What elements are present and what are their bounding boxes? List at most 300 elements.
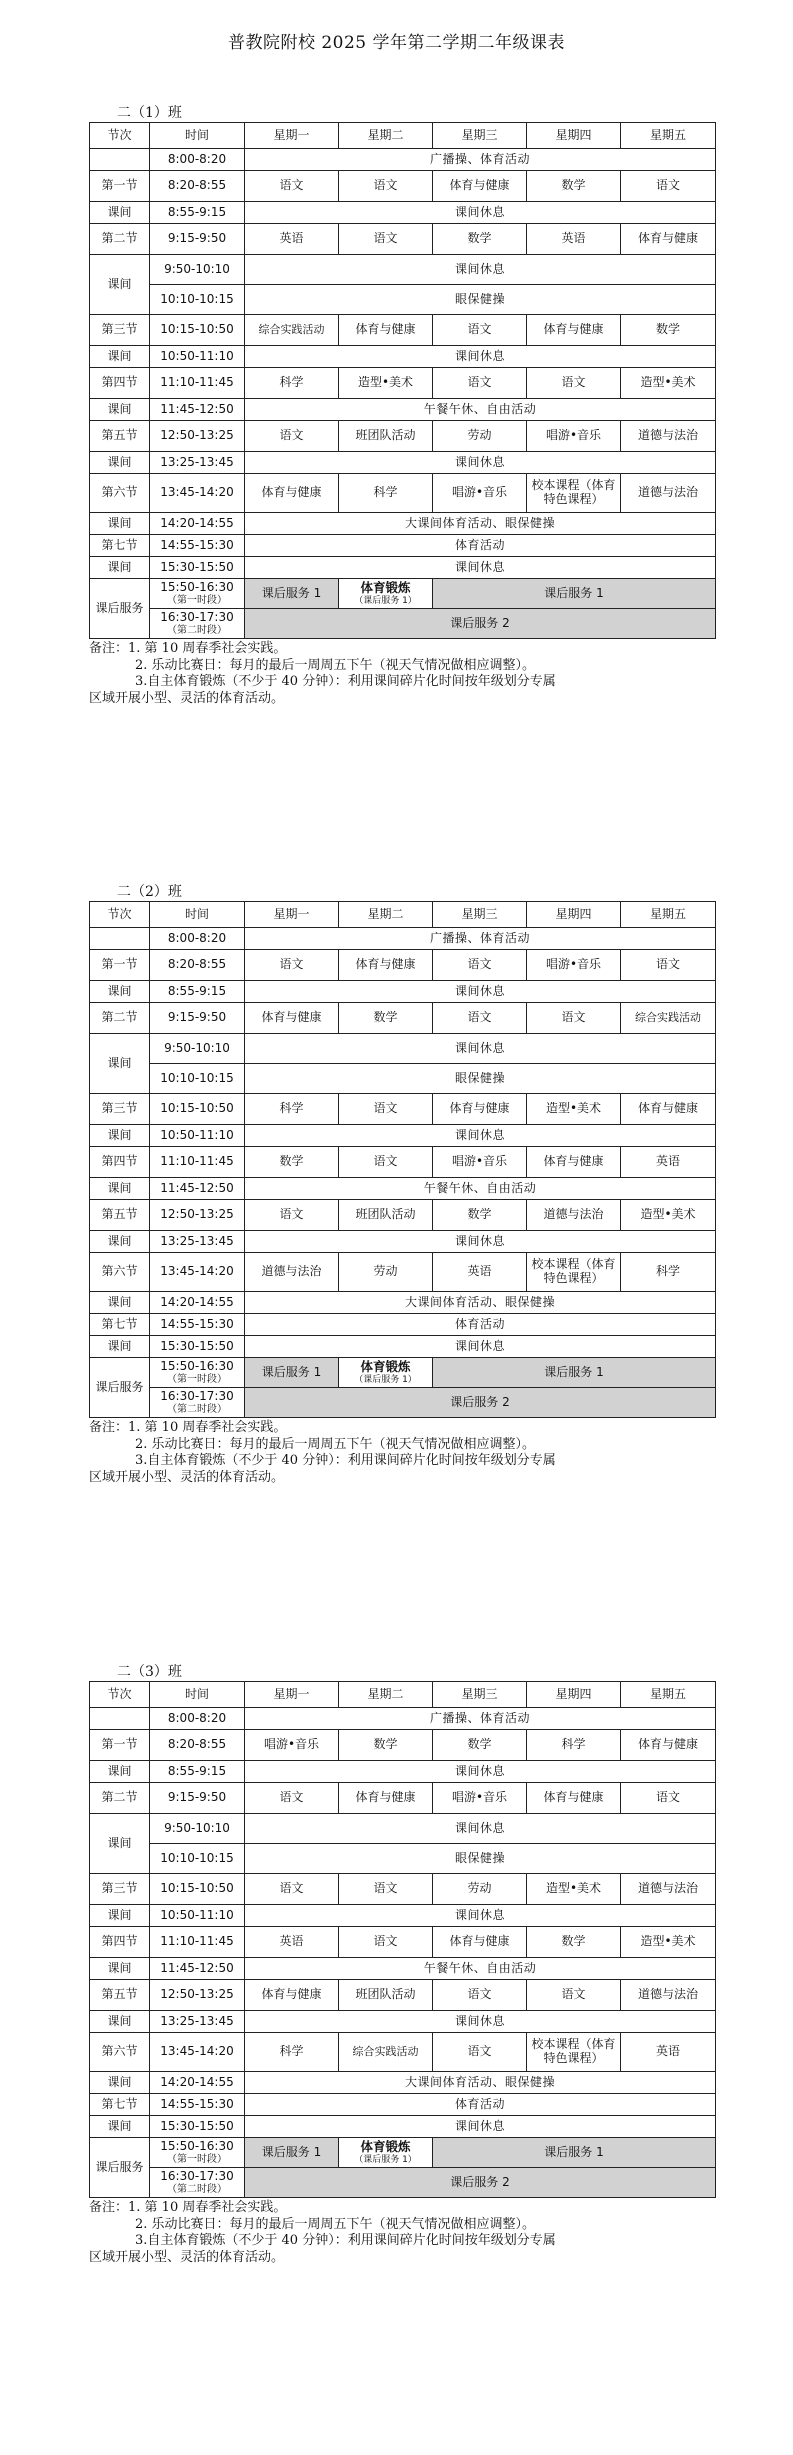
schedule-table xyxy=(89,1681,716,2198)
time-cell: 14:20-14:55 xyxy=(150,513,245,535)
activity-cell: 课间休息 xyxy=(245,452,716,474)
period-label xyxy=(90,1708,150,1730)
time-cell: 12:50-13:25 xyxy=(150,421,245,452)
period-label: 课后服务 xyxy=(90,2138,150,2198)
pe-subtitle: （课后服务 1） xyxy=(354,595,417,606)
time-cell: 15:30-15:50 xyxy=(150,2116,245,2138)
column-header: 节次 xyxy=(90,123,150,149)
activity-cell: 课间休息 xyxy=(245,346,716,368)
note-line: 3.自主体育锻炼（不少于 40 分钟）：利用课间碎片化时间按年级划分专属 xyxy=(135,674,556,689)
subject-cell: 道德与法治 xyxy=(621,1980,716,2011)
period-label: 课间 xyxy=(90,1125,150,1147)
column-header: 星期二 xyxy=(339,1682,433,1708)
service-cell: 课后服务 1 xyxy=(245,579,339,609)
page-title: 普教院附校 2025 学年第二学期二年级课表 xyxy=(227,33,566,53)
time-cell: 11:10-11:45 xyxy=(150,1147,245,1178)
period-label: 课间 xyxy=(90,1178,150,1200)
time-cell: 8:20-8:55 xyxy=(150,171,245,202)
period-label: 第一节 xyxy=(90,950,150,981)
service-cell: 课后服务 1 xyxy=(433,1358,716,1388)
time-cell xyxy=(150,2168,245,2198)
time-cell: 14:55-15:30 xyxy=(150,535,245,557)
time-cell: 13:45-14:20 xyxy=(150,474,245,513)
time-main: 15:50-16:30 xyxy=(160,2138,234,2153)
time-sub: （第一时段） xyxy=(167,1373,227,1385)
schedule-row xyxy=(90,202,716,224)
column-header: 时间 xyxy=(150,123,245,149)
subject-cell: 数学 xyxy=(339,1003,433,1034)
schedule-table xyxy=(89,122,716,639)
period-label: 课间 xyxy=(90,1034,150,1094)
period-label: 课间 xyxy=(90,557,150,579)
subject-cell: 英语 xyxy=(433,1253,527,1292)
period-label xyxy=(90,149,150,171)
note-line: 备注：1. 第 10 周春季社会实践。 xyxy=(89,641,287,656)
subject-cell: 数学 xyxy=(433,224,527,255)
time-cell xyxy=(150,1358,245,1388)
note-line: 3.自主体育锻炼（不少于 40 分钟）：利用课间碎片化时间按年级划分专属 xyxy=(135,2233,556,2248)
subject-cell: 道德与法治 xyxy=(621,421,716,452)
time-cell: 9:50-10:10 xyxy=(150,1814,245,1844)
subject-cell: 语文 xyxy=(245,1874,339,1905)
time-cell: 13:25-13:45 xyxy=(150,452,245,474)
subject-cell: 唱游•音乐 xyxy=(527,421,621,452)
schedule-row xyxy=(90,1708,716,1730)
activity-cell: 课间休息 xyxy=(245,202,716,224)
subject-cell: 语文 xyxy=(433,368,527,399)
time-sub: （第二时段） xyxy=(167,1403,227,1415)
schedule-row xyxy=(90,1178,716,1200)
period-label: 第二节 xyxy=(90,1003,150,1034)
schedule-row xyxy=(90,2116,716,2138)
subject-cell: 语文 xyxy=(339,1094,433,1125)
schedule-row xyxy=(90,1980,716,2011)
time-cell: 8:00-8:20 xyxy=(150,1708,245,1730)
activity-cell: 午餐午休、自由活动 xyxy=(245,1178,716,1200)
period-label: 课间 xyxy=(90,1761,150,1783)
schedule-row xyxy=(90,1336,716,1358)
subject-cell: 语文 xyxy=(527,1003,621,1034)
time-main: 16:30-17:30 xyxy=(160,2168,234,2183)
activity-cell: 课间休息 xyxy=(245,1336,716,1358)
activity-cell: 课间休息 xyxy=(245,1231,716,1253)
subject-cell: 道德与法治 xyxy=(527,1200,621,1231)
time-main: 16:30-17:30 xyxy=(160,609,234,624)
subject-cell: 道德与法治 xyxy=(621,474,716,513)
period-label: 第二节 xyxy=(90,1783,150,1814)
subject-cell: 体育与健康 xyxy=(527,1783,621,1814)
subject-cell: 数学 xyxy=(527,1927,621,1958)
time-cell: 8:20-8:55 xyxy=(150,950,245,981)
subject-cell: 语文 xyxy=(621,1783,716,1814)
time-cell: 11:45-12:50 xyxy=(150,1958,245,1980)
period-label: 课间 xyxy=(90,1905,150,1927)
time-cell: 8:55-9:15 xyxy=(150,981,245,1003)
class-block xyxy=(89,1663,715,2266)
subject-cell: 体育与健康 xyxy=(339,1783,433,1814)
schedule-row xyxy=(90,557,716,579)
time-cell: 9:15-9:50 xyxy=(150,224,245,255)
subject-cell: 体育与健康 xyxy=(621,1094,716,1125)
subject-cell: 语文 xyxy=(527,1980,621,2011)
period-label: 第一节 xyxy=(90,1730,150,1761)
subject-cell: 科学 xyxy=(339,474,433,513)
activity-cell: 课间休息 xyxy=(245,1814,716,1844)
period-label: 课间 xyxy=(90,2072,150,2094)
service-row xyxy=(90,609,716,639)
time-cell xyxy=(150,2138,245,2168)
activity-cell: 大课间体育活动、眼保健操 xyxy=(245,2072,716,2094)
time-cell: 8:55-9:15 xyxy=(150,202,245,224)
subject-cell: 唱游•音乐 xyxy=(433,1783,527,1814)
period-label: 第三节 xyxy=(90,315,150,346)
column-header: 星期五 xyxy=(621,902,716,928)
time-cell: 8:20-8:55 xyxy=(150,1730,245,1761)
subject-cell: 体育与健康 xyxy=(433,1927,527,1958)
schedule-row xyxy=(90,1064,716,1094)
time-cell: 8:55-9:15 xyxy=(150,1761,245,1783)
subject-cell: 语文 xyxy=(339,1147,433,1178)
subject-cell: 数学 xyxy=(245,1147,339,1178)
subject-cell: 综合实践活动 xyxy=(245,315,339,346)
time-cell: 14:20-14:55 xyxy=(150,1292,245,1314)
time-cell: 10:10-10:15 xyxy=(150,1844,245,1874)
note-line: 区域开展小型、灵活的体育活动。 xyxy=(89,690,285,706)
subject-cell: 语文 xyxy=(433,315,527,346)
activity-cell: 广播操、体育活动 xyxy=(245,149,716,171)
period-label: 第四节 xyxy=(90,1927,150,1958)
service-row xyxy=(90,2138,716,2168)
time-cell: 10:50-11:10 xyxy=(150,1905,245,1927)
period-label: 课间 xyxy=(90,981,150,1003)
time-cell: 15:30-15:50 xyxy=(150,557,245,579)
pe-cell xyxy=(339,579,433,609)
subject-cell: 语文 xyxy=(245,1200,339,1231)
class-label: 二（3）班 xyxy=(117,1664,182,1680)
note-line: 备注：1. 第 10 周春季社会实践。 xyxy=(89,2200,287,2215)
period-label: 课间 xyxy=(90,1231,150,1253)
schedule-row xyxy=(90,368,716,399)
subject-cell: 唱游•音乐 xyxy=(527,950,621,981)
time-cell xyxy=(150,1388,245,1418)
subject-cell: 语文 xyxy=(245,171,339,202)
column-header: 星期四 xyxy=(527,902,621,928)
time-cell: 9:15-9:50 xyxy=(150,1783,245,1814)
time-cell: 13:25-13:45 xyxy=(150,2011,245,2033)
subject-cell: 语文 xyxy=(339,1927,433,1958)
subject-cell: 体育与健康 xyxy=(245,1980,339,2011)
service-cell: 课后服务 1 xyxy=(433,2138,716,2168)
activity-cell: 课间休息 xyxy=(245,255,716,285)
subject-cell: 综合实践活动 xyxy=(339,2033,433,2072)
subject-cell: 语文 xyxy=(339,224,433,255)
schedule-row xyxy=(90,1783,716,1814)
subject-cell: 体育与健康 xyxy=(433,1094,527,1125)
subject-cell: 体育与健康 xyxy=(339,315,433,346)
subject-cell: 科学 xyxy=(621,1253,716,1292)
period-label: 课间 xyxy=(90,2116,150,2138)
schedule-row xyxy=(90,1927,716,1958)
time-cell: 10:50-11:10 xyxy=(150,1125,245,1147)
subject-cell: 语文 xyxy=(527,368,621,399)
subject-cell: 体育与健康 xyxy=(621,224,716,255)
subject-cell: 英语 xyxy=(621,2033,716,2072)
subject-cell: 班团队活动 xyxy=(339,421,433,452)
time-sub: （第二时段） xyxy=(167,2183,227,2195)
activity-cell: 课间休息 xyxy=(245,981,716,1003)
time-cell: 14:55-15:30 xyxy=(150,2094,245,2116)
header-row xyxy=(90,1682,716,1708)
subject-cell: 英语 xyxy=(621,1147,716,1178)
period-label: 第六节 xyxy=(90,2033,150,2072)
subject-cell: 语文 xyxy=(433,2033,527,2072)
schedule-row xyxy=(90,1761,716,1783)
notes xyxy=(89,2198,715,2266)
subject-cell: 数学 xyxy=(433,1730,527,1761)
time-cell: 10:15-10:50 xyxy=(150,315,245,346)
activity-cell: 眼保健操 xyxy=(245,1844,716,1874)
time-cell: 10:50-11:10 xyxy=(150,346,245,368)
period-label: 第七节 xyxy=(90,1314,150,1336)
schedule-row xyxy=(90,346,716,368)
subject-cell: 数学 xyxy=(527,171,621,202)
period-label: 第七节 xyxy=(90,2094,150,2116)
period-label: 课间 xyxy=(90,2011,150,2033)
activity-cell: 体育活动 xyxy=(245,2094,716,2116)
subject-cell: 造型•美术 xyxy=(621,1200,716,1231)
activity-cell: 眼保健操 xyxy=(245,1064,716,1094)
period-label: 课间 xyxy=(90,1292,150,1314)
activity-cell: 课间休息 xyxy=(245,1761,716,1783)
time-cell: 13:45-14:20 xyxy=(150,1253,245,1292)
period-label: 课间 xyxy=(90,399,150,421)
pe-subtitle: （课后服务 1） xyxy=(354,1374,417,1385)
period-label: 第五节 xyxy=(90,1200,150,1231)
period-label: 第四节 xyxy=(90,368,150,399)
subject-cell: 体育与健康 xyxy=(245,474,339,513)
schedule-row xyxy=(90,928,716,950)
schedule-row xyxy=(90,421,716,452)
time-cell: 9:15-9:50 xyxy=(150,1003,245,1034)
activity-cell: 大课间体育活动、眼保健操 xyxy=(245,1292,716,1314)
period-label: 课间 xyxy=(90,1958,150,1980)
schedule-row xyxy=(90,224,716,255)
period-label: 第三节 xyxy=(90,1874,150,1905)
activity-cell: 广播操、体育活动 xyxy=(245,1708,716,1730)
schedule-row xyxy=(90,1147,716,1178)
schedule-row xyxy=(90,452,716,474)
service-cell: 课后服务 1 xyxy=(245,1358,339,1388)
subject-cell: 唱游•音乐 xyxy=(245,1730,339,1761)
schedule-row xyxy=(90,1730,716,1761)
activity-cell: 课间休息 xyxy=(245,2011,716,2033)
service-cell: 课后服务 2 xyxy=(245,609,716,639)
activity-cell: 眼保健操 xyxy=(245,285,716,315)
class-block xyxy=(89,883,715,1486)
pe-title: 体育锻炼 xyxy=(360,2139,411,2155)
header-row xyxy=(90,123,716,149)
subject-cell: 综合实践活动 xyxy=(621,1003,716,1034)
column-header: 星期三 xyxy=(433,123,527,149)
time-cell: 10:10-10:15 xyxy=(150,1064,245,1094)
subject-cell: 劳动 xyxy=(339,1253,433,1292)
schedule-row xyxy=(90,1292,716,1314)
schedule-row xyxy=(90,1125,716,1147)
subject-cell: 劳动 xyxy=(433,421,527,452)
subject-cell: 体育与健康 xyxy=(339,950,433,981)
time-cell: 11:10-11:45 xyxy=(150,1927,245,1958)
schedule-row xyxy=(90,474,716,513)
subject-cell: 唱游•音乐 xyxy=(433,474,527,513)
class-block xyxy=(89,104,715,707)
subject-cell: 造型•美术 xyxy=(339,368,433,399)
service-cell: 课后服务 1 xyxy=(433,579,716,609)
subject-cell: 道德与法治 xyxy=(621,1874,716,1905)
schedule-row xyxy=(90,2011,716,2033)
service-row xyxy=(90,1388,716,1418)
schedule-row xyxy=(90,1814,716,1844)
time-main: 16:30-17:30 xyxy=(160,1388,234,1403)
note-line: 区域开展小型、灵活的体育活动。 xyxy=(89,1469,285,1485)
service-row xyxy=(90,2168,716,2198)
period-label: 第三节 xyxy=(90,1094,150,1125)
period-label: 课间 xyxy=(90,513,150,535)
activity-cell: 体育活动 xyxy=(245,535,716,557)
subject-cell: 语文 xyxy=(433,950,527,981)
subject-cell: 语文 xyxy=(621,171,716,202)
subject-cell: 造型•美术 xyxy=(527,1094,621,1125)
class-label: 二（1）班 xyxy=(117,105,182,121)
schedule-row xyxy=(90,1958,716,1980)
pe-subtitle: （课后服务 1） xyxy=(354,2154,417,2165)
schedule-row xyxy=(90,171,716,202)
note-line: 区域开展小型、灵活的体育活动。 xyxy=(89,2249,285,2265)
schedule-row xyxy=(90,1253,716,1292)
period-label: 课后服务 xyxy=(90,1358,150,1418)
activity-cell: 体育活动 xyxy=(245,1314,716,1336)
note-line: 2. 乐动比赛日：每月的最后一周周五下午（视天气情况做相应调整）。 xyxy=(135,1436,536,1452)
time-cell: 14:55-15:30 xyxy=(150,1314,245,1336)
activity-cell: 课间休息 xyxy=(245,1905,716,1927)
schedule-row xyxy=(90,1231,716,1253)
schedule-row xyxy=(90,535,716,557)
schedule-row xyxy=(90,1094,716,1125)
column-header: 星期三 xyxy=(433,1682,527,1708)
subject-cell: 科学 xyxy=(245,368,339,399)
period-label: 课间 xyxy=(90,452,150,474)
subject-cell: 数学 xyxy=(621,315,716,346)
schedule-row xyxy=(90,1905,716,1927)
time-cell: 13:45-14:20 xyxy=(150,2033,245,2072)
subject-cell: 造型•美术 xyxy=(621,1927,716,1958)
subject-cell: 体育与健康 xyxy=(527,1147,621,1178)
activity-cell: 广播操、体育活动 xyxy=(245,928,716,950)
subject-cell: 劳动 xyxy=(433,1874,527,1905)
period-label: 第四节 xyxy=(90,1147,150,1178)
column-header: 星期二 xyxy=(339,123,433,149)
service-cell: 课后服务 2 xyxy=(245,2168,716,2198)
schedule-row xyxy=(90,950,716,981)
schedule-row xyxy=(90,255,716,285)
period-label: 第七节 xyxy=(90,535,150,557)
time-cell: 10:15-10:50 xyxy=(150,1874,245,1905)
note-line: 备注：1. 第 10 周春季社会实践。 xyxy=(89,1420,287,1435)
period-label: 课间 xyxy=(90,1336,150,1358)
schedule-row xyxy=(90,149,716,171)
subject-cell: 体育与健康 xyxy=(433,171,527,202)
subject-cell: 英语 xyxy=(245,1927,339,1958)
period-label: 第二节 xyxy=(90,224,150,255)
subject-cell: 语文 xyxy=(433,1003,527,1034)
service-row xyxy=(90,1358,716,1388)
time-cell: 9:50-10:10 xyxy=(150,1034,245,1064)
period-label: 课间 xyxy=(90,346,150,368)
pe-cell xyxy=(339,1358,433,1388)
notes xyxy=(89,1418,715,1486)
schedule-row xyxy=(90,315,716,346)
service-cell: 课后服务 1 xyxy=(245,2138,339,2168)
period-label: 第六节 xyxy=(90,1253,150,1292)
note-line: 2. 乐动比赛日：每月的最后一周周五下午（视天气情况做相应调整）。 xyxy=(135,2216,536,2232)
period-label xyxy=(90,928,150,950)
time-cell: 9:50-10:10 xyxy=(150,255,245,285)
subject-cell: 体育与健康 xyxy=(245,1003,339,1034)
column-header: 节次 xyxy=(90,902,150,928)
time-main: 15:50-16:30 xyxy=(160,579,234,594)
column-header: 节次 xyxy=(90,1682,150,1708)
time-main: 15:50-16:30 xyxy=(160,1358,234,1373)
header-row xyxy=(90,902,716,928)
time-cell: 8:00-8:20 xyxy=(150,928,245,950)
subject-cell: 体育与健康 xyxy=(621,1730,716,1761)
schedule-row xyxy=(90,2072,716,2094)
subject-cell: 校本课程（体育特色课程） xyxy=(527,474,621,513)
time-cell: 13:25-13:45 xyxy=(150,1231,245,1253)
time-cell xyxy=(150,609,245,639)
schedule-table xyxy=(89,901,716,1418)
period-label: 课后服务 xyxy=(90,579,150,639)
subject-cell: 语文 xyxy=(245,1783,339,1814)
subject-cell: 班团队活动 xyxy=(339,1200,433,1231)
schedule-row xyxy=(90,1314,716,1336)
activity-cell: 午餐午休、自由活动 xyxy=(245,1958,716,1980)
schedule-row xyxy=(90,399,716,421)
schedule-row xyxy=(90,1003,716,1034)
subject-cell: 造型•美术 xyxy=(527,1874,621,1905)
subject-cell: 英语 xyxy=(527,224,621,255)
time-sub: （第二时段） xyxy=(167,624,227,636)
time-cell: 11:45-12:50 xyxy=(150,1178,245,1200)
schedule-row xyxy=(90,981,716,1003)
subject-cell: 语文 xyxy=(339,1874,433,1905)
subject-cell: 校本课程（体育特色课程） xyxy=(527,1253,621,1292)
column-header: 星期二 xyxy=(339,902,433,928)
activity-cell: 午餐午休、自由活动 xyxy=(245,399,716,421)
service-row xyxy=(90,579,716,609)
subject-cell: 唱游•音乐 xyxy=(433,1147,527,1178)
time-cell: 10:10-10:15 xyxy=(150,285,245,315)
period-label: 课间 xyxy=(90,202,150,224)
service-cell: 课后服务 2 xyxy=(245,1388,716,1418)
activity-cell: 课间休息 xyxy=(245,1125,716,1147)
time-cell xyxy=(150,579,245,609)
time-cell: 8:00-8:20 xyxy=(150,149,245,171)
time-cell: 11:45-12:50 xyxy=(150,399,245,421)
subject-cell: 语文 xyxy=(433,1980,527,2011)
period-label: 第五节 xyxy=(90,421,150,452)
column-header: 时间 xyxy=(150,902,245,928)
schedule-row xyxy=(90,1034,716,1064)
